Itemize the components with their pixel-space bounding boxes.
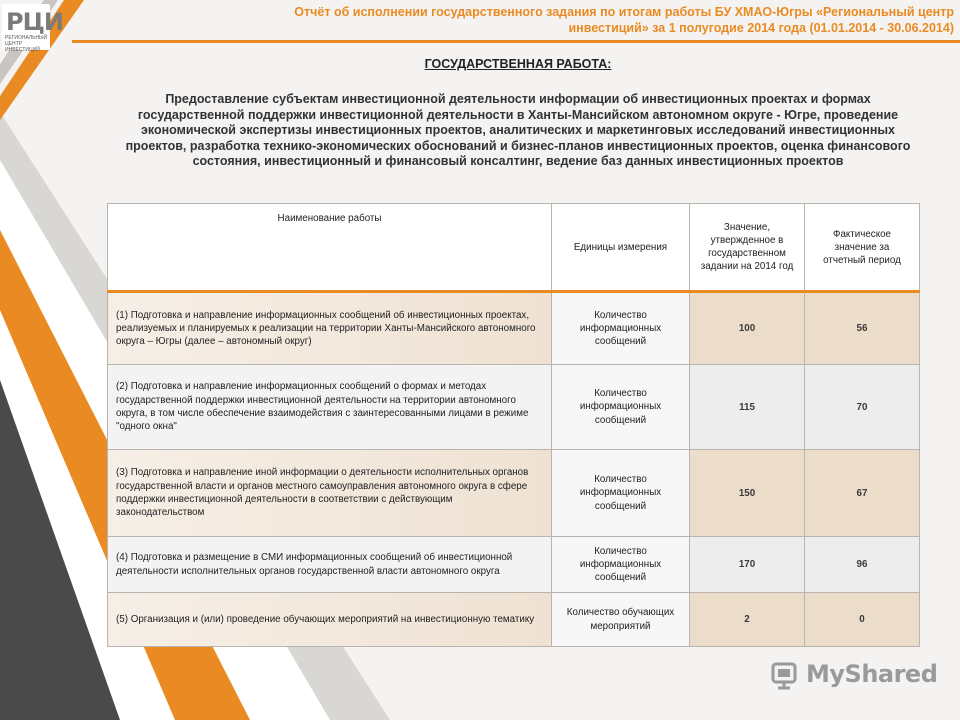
table-row [108, 450, 920, 537]
header-unit: Единицы измерения [552, 204, 690, 292]
section-title: ГОСУДАРСТВЕННАЯ РАБОТА: [424, 57, 612, 71]
planned-value-cell: 150 [690, 450, 805, 537]
header-planned-value: Значение, утвержденное в государственном задании на 2014 год [690, 204, 805, 292]
unit-cell: Количество обучающих мероприятий [552, 593, 690, 647]
header-title: Отчёт об исполнении государственного задания по итогам работы БУ ХМАО-Югры «Региональный центр инвестиций» за 1 полугодие 2014 года (01.01.2014 - 30.06.2014) [294, 5, 954, 35]
actual-value-cell: 70 [805, 365, 920, 450]
unit-cell: Количество информационных сообщений [552, 292, 690, 365]
work-name-cell: (4) Подготовка и размещение в СМИ информационных сообщений об инвестиционной деятельности исполнительных органов государственной власти автономного округа [108, 537, 552, 593]
table-header-row [108, 204, 920, 292]
actual-value-cell: 67 [805, 450, 920, 537]
logo [2, 4, 63, 53]
work-name-cell: (3) Подготовка и направление иной информации о деятельности исполнительных органов государственной власти и органов местного самоуправления автономного округа в сфере поддержки инвестиционной деятельности в соответствии с действующим законодательством [108, 450, 552, 537]
planned-value-cell: 2 [690, 593, 805, 647]
planned-value-cell: 115 [690, 365, 805, 450]
header-actual-value: Фактическое значение за отчетный период [805, 204, 920, 292]
work-table [107, 203, 920, 647]
table-row [108, 593, 920, 647]
actual-value-cell: 0 [805, 593, 920, 647]
work-name-cell: (1) Подготовка и направление информационных сообщений об инвестиционных проектах, реализуемых и планируемых к реализации на территории Ханты-Мансийского автономного округа – Югры (далее – автономный округ) [108, 292, 552, 365]
table-row [108, 365, 920, 450]
unit-cell: Количество информационных сообщений [552, 537, 690, 593]
actual-value-cell: 56 [805, 292, 920, 365]
logo-subtitle: РЕГИОНАЛЬНЫЙ ЦЕНТР ИНВЕСТИЦИЙ [5, 35, 48, 53]
planned-value-cell: 170 [690, 537, 805, 593]
unit-cell: Количество информационных сообщений [552, 365, 690, 450]
header-divider [72, 40, 960, 43]
watermark-text: MyShared [806, 660, 938, 688]
work-description: Предоставление субъектам инвестиционной деятельности информации об инвестиционных проектах и формах государственной поддержки инвестиционной деятельности в Ханты-Мансийском автономном округе - Югре, проведение экономической экспертизы инвестиционных проектов, аналитических и маркетинговых исследований инвестиционных проектов, разработка технико-экономических обоснований и бизнес-планов инвестиционных проектов, оценка финансового состояния, инвестиционный и финансовый консалтинг, ведение баз данных инвестиционных проектов [125, 92, 911, 168]
header-work-name: Наименование работы [108, 204, 552, 292]
watermark [770, 656, 937, 692]
unit-cell: Количество информационных сообщений [552, 450, 690, 537]
work-name-cell: (5) Организация и (или) проведение обучающих мероприятий на инвестиционную тематику [108, 593, 552, 647]
work-name-cell: (2) Подготовка и направление информационных сообщений о формах и методах государственной поддержки инвестиционной деятельности на территории автономного округа, в том числе обеспечение взаимодействия с заинтересованными лицами в режиме "одного окна" [108, 365, 552, 450]
logo-mark: РЦИ [6, 8, 63, 36]
slides-icon [770, 658, 800, 690]
planned-value-cell: 100 [690, 292, 805, 365]
table-row [108, 537, 920, 593]
actual-value-cell: 96 [805, 537, 920, 593]
table-row [108, 292, 920, 365]
